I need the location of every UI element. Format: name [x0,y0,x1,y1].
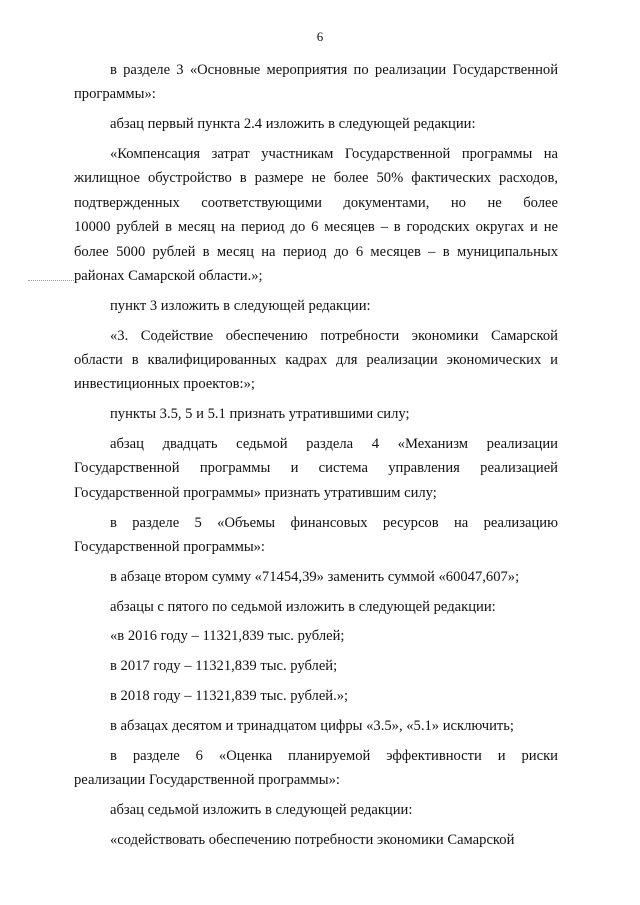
paragraph [74,432,558,505]
text-line: «3. Содействие обеспечению потребности экономики Самарской [110,327,558,344]
text-line: более 5000 рублей в месяц на период до 6 месяцев – в муниципальных [74,243,558,260]
text-line: «содействовать обеспечению потребности экономики Самарской [110,831,515,848]
text-line: абзац первый пункта 2.4 изложить в следующей редакции: [110,116,476,133]
text-line: «Компенсация затрат участникам Государственной программы на [110,146,558,162]
paragraph [74,595,558,619]
text-line: в 2017 году – 11321,839 тыс. рублей; [110,658,338,675]
scan-dotted-mark [28,280,74,282]
paragraph [74,654,558,678]
paragraph [74,58,558,107]
page-number: 6 [316,29,324,44]
paragraph [74,112,558,136]
text-line: реализации Государственной программы»: [74,772,340,789]
paragraph [74,402,558,426]
text-line: абзац седьмой изложить в следующей редакции: [110,801,413,818]
text-line: в разделе 5 «Объемы финансовых ресурсов на реализацию [110,514,558,531]
text-line: программы»: [74,86,156,103]
text-line: абзац двадцать седьмой раздела 4 «Механизм реализации [110,436,558,453]
text-line: в разделе 3 «Основные мероприятия по реализации Государственной [110,62,558,78]
text-line: области в квалифицированных кадрах для реализации экономических и [74,352,558,369]
text-line: 10000 рублей в месяц на период до 6 месяцев – в городских округах и не [74,219,558,236]
document-body [74,58,558,852]
text-line: Государственной программы»: [74,539,265,556]
text-line: пункт 3 изложить в следующей редакции: [110,297,371,314]
paragraph [74,565,558,589]
text-line: пункты 3.5, 5 и 5.1 признать утратившими силу; [110,406,410,423]
text-line: Государственной программы и система управления реализацией [74,460,558,477]
paragraph [74,511,558,560]
text-line: в 2018 году – 11321,839 тыс. рублей.»; [110,688,349,705]
text-line: районах Самарской области.»; [74,268,263,285]
paragraph [74,714,558,738]
text-line: абзацы с пятого по седьмой изложить в следующей редакции: [110,598,496,615]
text-line: в абзаце втором сумму «71454,39» заменить суммой «60047,607»; [110,568,520,585]
text-line: «в 2016 году – 11321,839 тыс. рублей; [110,628,345,645]
paragraph [74,744,558,793]
paragraph [74,798,558,822]
text-line: в разделе 6 «Оценка планируемой эффективности и риски [110,747,558,764]
paragraph [74,324,558,397]
paragraph [74,684,558,708]
text-line: в абзацах десятом и тринадцатом цифры «3.5», «5.1» исключить; [110,717,514,734]
paragraph [74,828,558,852]
paragraph [74,294,558,318]
paragraph [74,624,558,648]
text-line: инвестиционных проектов:»; [74,376,255,393]
text-line: подтвержденных соответствующими документами, но не более [74,194,558,211]
text-line: жилищное обустройство в размере не более 50% фактических расходов, [74,170,558,187]
text-line: Государственной программы» признать утратившим силу; [74,484,437,501]
paragraph [74,142,558,288]
